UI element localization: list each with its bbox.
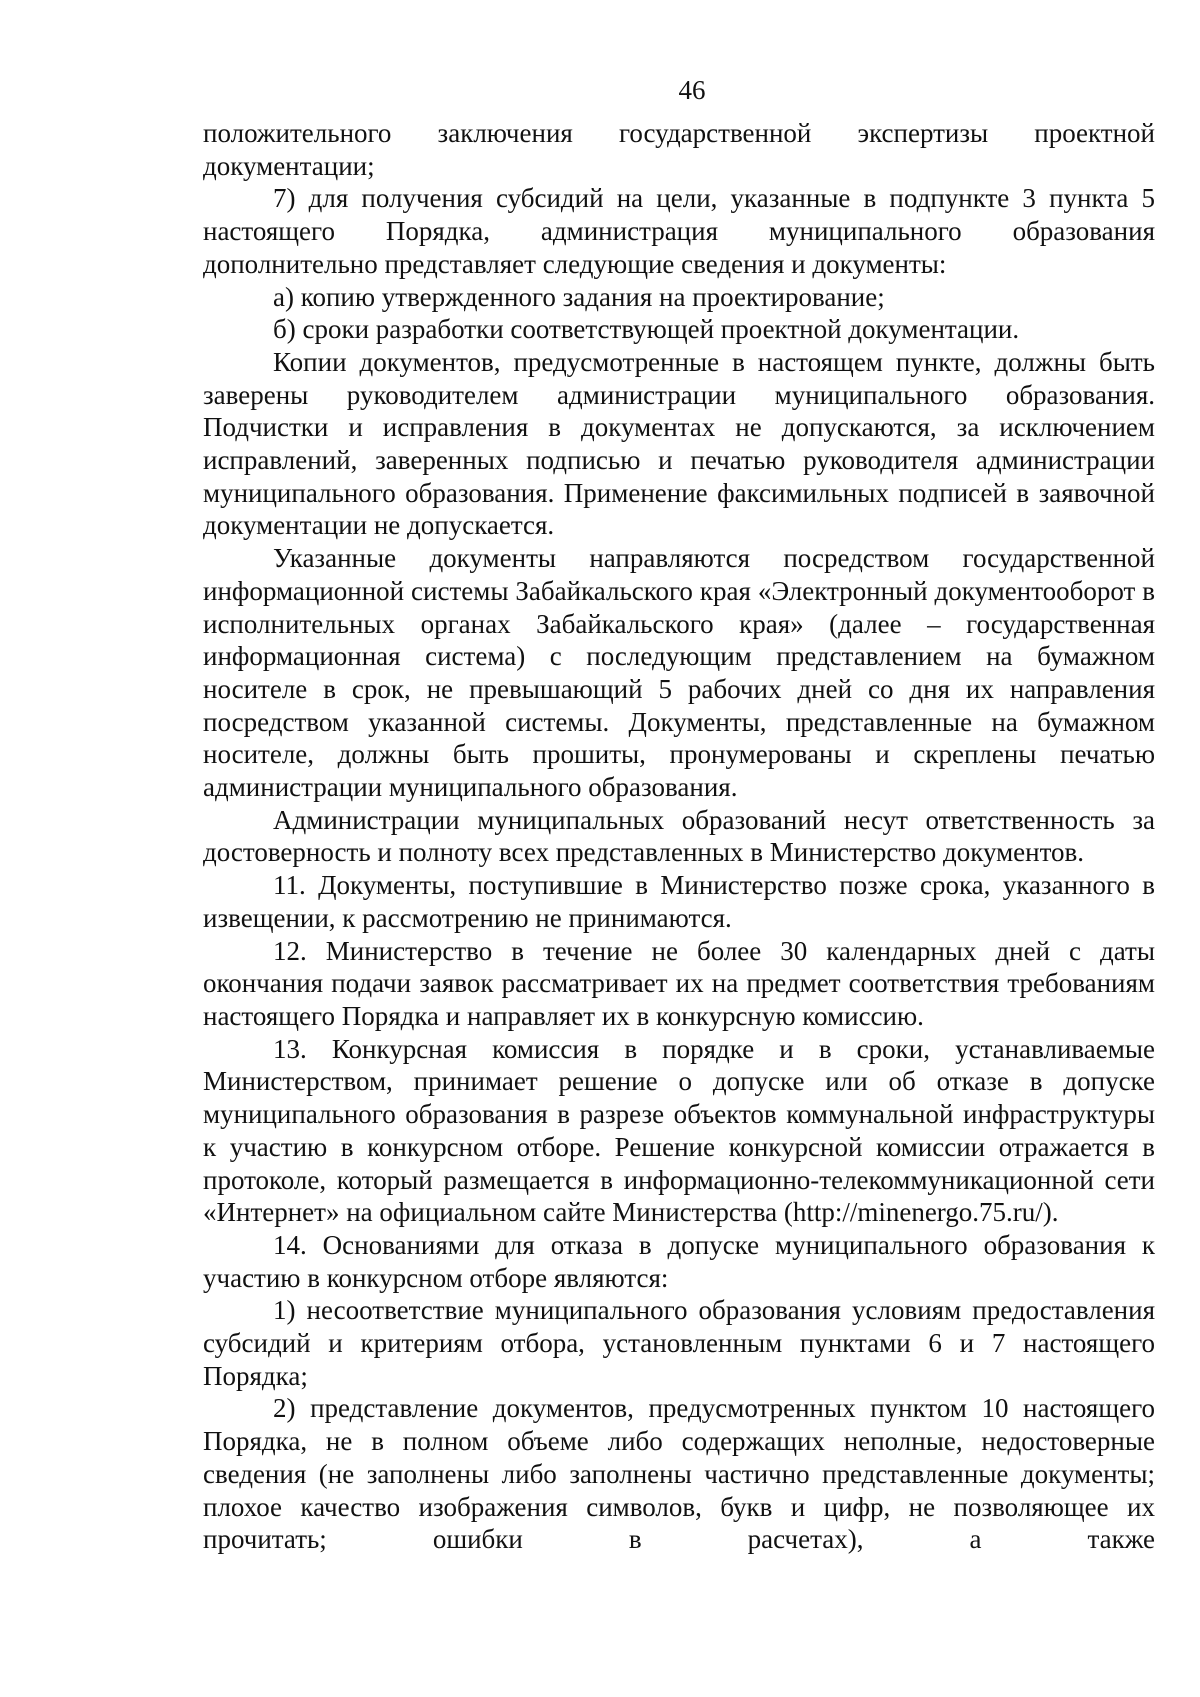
paragraph: Копии документов, предусмотренные в настоящем пункте, должны быть заверены руководителем администрации муниципального образования. Подчистки и исправления в документах не допускаются, за исключением исправлений, заверенных подписью и печатью руководителя администрации муниципального образования. Применение факсимильных подписей в заявочной документации не допускается. bbox=[203, 346, 1155, 541]
paragraph: Указанные документы направляются посредством государственной информационной системы Забайкальского края «Электронный документооборот в исполнительных органах Забайкальского края» (далее – государственная информационная система) с последующим представлением на бумажном носителе в срок, не превышающий 5 рабочих дней со дня их направления посредством указанной системы. Документы, представленные на бумажном носителе, должны быть прошиты, пронумерованы и скреплены печатью администрации муниципального образования. bbox=[203, 543, 1155, 803]
paragraph: положительного заключения государственной экспертизы проектной документации; bbox=[203, 118, 1155, 181]
page-number: 46 bbox=[678, 75, 706, 105]
paragraph: б) сроки разработки соответствующей проектной документации. bbox=[273, 314, 1020, 345]
paragraph: Администрации муниципальных образований несут ответственность за достоверность и полноту всех представленных в Министерство документов. bbox=[203, 804, 1155, 868]
paragraph: а) копию утвержденного задания на проектирование; bbox=[273, 281, 885, 312]
paragraph: 14. Основаниями для отказа в допуске муниципального образования к участию в конкурсном отборе являются: bbox=[203, 1229, 1155, 1293]
paragraph: 1) несоответствие муниципального образования условиям предоставления субсидий и критериям отбора, установленным пунктами 6 и 7 настоящего Порядка; bbox=[203, 1295, 1155, 1391]
paragraph: 2) представление документов, предусмотренных пунктом 10 настоящего Порядка, не в полном объеме либо содержащих неполные, недостоверные сведения (не заполнены либо заполнены частично представленные документы; плохое качество изображения символов, букв и цифр, не позволяющее их прочитать; ошибки в расчетах), а также bbox=[203, 1393, 1155, 1555]
paragraph: 12. Министерство в течение не более 30 календарных дней с даты окончания подачи заявок рассматривает их на предмет соответствия требованиям настоящего Порядка и направляет их в конкурсную комиссию. bbox=[203, 935, 1155, 1031]
paragraph: 7) для получения субсидий на цели, указанные в подпункте 3 пункта 5 настоящего Порядка, администрация муниципального образования дополнительно представляет следующие сведения и документы: bbox=[203, 183, 1155, 279]
document-body bbox=[203, 117, 1155, 1556]
paragraph: 11. Документы, поступившие в Министерство позже срока, указанного в извещении, к рассмотрению не принимаются. bbox=[203, 870, 1155, 933]
paragraph: 13. Конкурсная комиссия в порядке и в сроки, устанавливаемые Министерством, принимает решение о допуске или об отказе в допуске муниципального образования в разрезе объектов коммунальной инфраструктуры к участию в конкурсном отборе. Решение конкурсной комиссии отражается в протоколе, который размещается в информационно-телекоммуникационной сети «Интернет» на официальном сайте Министерства (http://minenergo.75.ru/). bbox=[203, 1033, 1155, 1228]
